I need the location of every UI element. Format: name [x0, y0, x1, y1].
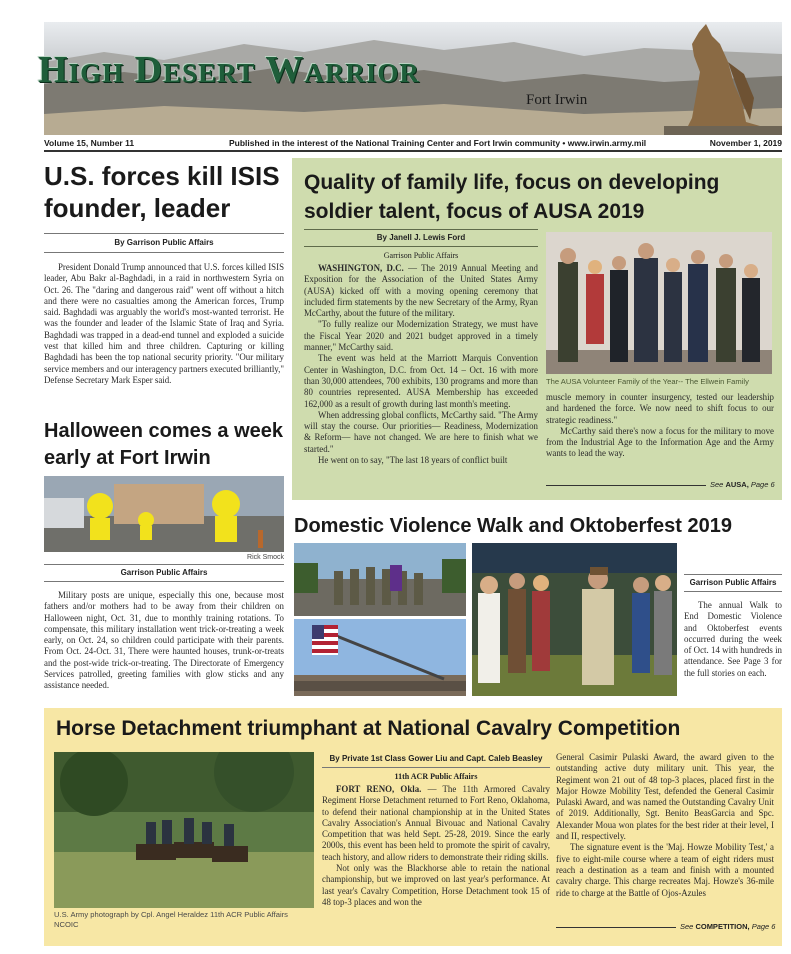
isis-paragraph: President Donald Trump announced that U.S. forces killed ISIS leader, Abu Bakr al-Baghdadi, in a raid in northwestern Syria on Oct. 26. The "daring and dangerous raid" went off without a hitch and there were no casualties among the American forces, Trump said. Baghdadi was arguably the world's most-wanted terrorist. He was the founder and leader of the Islamic State of Iraq and Syria. Baghdadi was trapped in a dead-end tunnel and exploded a suicide vest that killed him and three children. Capturing or killing Baghdadi has been the top national security priority. "Our military service members and our interagency partners executed brilliantly," Defense Secretary Mark Esper said. [44, 262, 284, 385]
ausa-body-col2 [546, 392, 774, 460]
divider [684, 591, 782, 592]
divider [556, 927, 676, 928]
halloween-photo-credit: Rick Smock [247, 554, 284, 561]
ausa-paragraph: McCarthy said there's now a focus for the military to move from the Industrial Age to the Information Age and the Army wants to lead the way. [546, 425, 774, 459]
see-page: Page 6 [749, 922, 776, 931]
divider [44, 233, 284, 234]
halloween-byline: Garrison Public Affairs [120, 568, 208, 577]
isis-body [44, 262, 284, 386]
cavalry-photo [54, 752, 314, 908]
horse-paragraph: Not only was the Blackhorse able to retain the national championship, but we improved on last year's performance. At last year's Cavalry Competition, Horse Detachment took 15 of 48 top-3 places and won the [322, 863, 550, 907]
divider [322, 767, 550, 768]
ausa-paragraph: When addressing global conflicts, McCarthy said. "The Army will stay the course. Our priorities— Readiness, Modernization & Reform— have not changed. We are here to finish what we started." [304, 409, 538, 454]
divider [546, 485, 706, 486]
see-target: COMPETITION, [695, 922, 750, 931]
ausa-byline: By Janell J. Lewis Ford [376, 233, 466, 242]
oktoberfest-photo [472, 543, 677, 696]
divider [304, 246, 538, 247]
ausa-paragraph: "To fully realize our Modernization Strategy, we must have the Fiscal Year 2020 and 2021 budget approved in a timely manner," McCarthy said. [304, 319, 538, 353]
ausa-body-col1 [304, 263, 538, 466]
halloween-paragraph: Military posts are unique, especially this one, because most fathers and/or mothers had to be away from their children on Halloween night, Oct. 31, due to monthly training rotations. To compensate, this military installation went trick-or-treating a week early, on Oct. 24, so children could participate with their parents. From Oct. 24-Oct. 31, There were haunted houses, trunk-or-treats and the post-wide trick-or-treating. The Directorate of Emergency Services patrolled, greeting families with glow sticks and any assistance needed. [44, 590, 284, 691]
ausa-headline: Quality of family life, focus on developing soldier talent, focus of AUSA 2019 [304, 171, 720, 223]
ausa-continued-link[interactable] [710, 480, 775, 489]
issue-date: November 1, 2019 [709, 138, 782, 148]
info-bar [44, 137, 782, 151]
ausa-byline-org: Garrison Public Affairs [383, 251, 459, 260]
masthead-title: High Desert Warrior [38, 49, 420, 91]
horse-body-col2 [556, 752, 774, 899]
volume-number: Volume 15, Number 11 [44, 138, 135, 148]
ausa-paragraph: He went on to say, "The last 18 years of conflict built [318, 455, 508, 466]
see-label: See [710, 480, 726, 489]
flag-photo [294, 619, 466, 696]
walk-photo [294, 543, 466, 616]
ausa-family-photo [546, 232, 772, 374]
ausa-dateline: WASHINGTON, D.C. [318, 263, 404, 273]
dv-body [684, 600, 782, 679]
horse-paragraph: — The 11th Armored Cavalry Regiment Horse Detachment returned to Fort Reno, Oklahoma, to defend their national championship at in the United States Cavalry Association's Annual Bivouac and National Cavalry Competition that was held Sept. 25-28, 2019. Since the early 2000s, this event has been held to promote the spirit of cavalry, teach history, and allow riders to demonstrate their riding skills. [322, 784, 550, 862]
divider [44, 564, 284, 565]
divider [44, 581, 284, 582]
horse-body-col1 [322, 784, 550, 908]
ausa-paragraph: muscle memory in counter insurgency, tested our leadership and hardened the force. We now need to shift focus to our strategic readiness." [546, 392, 774, 425]
see-target: AUSA, [725, 480, 749, 489]
isis-headline: U.S. forces kill ISIS founder, leader [44, 161, 280, 223]
halloween-headline: Halloween comes a week early at Fort Irwin [44, 420, 284, 469]
dv-headline: Domestic Violence Walk and Oktoberfest 2019 [294, 515, 732, 537]
ausa-photo-caption: The AUSA Volunteer Family of the Year-- The Ellwein Family [546, 377, 749, 386]
masthead-subtitle: Fort Irwin [526, 92, 588, 108]
see-page: Page 6 [748, 480, 775, 489]
publication-note: Published in the interest of the National Training Center and Fort Irwin community • www.irwin.army.mil [229, 138, 647, 148]
halloween-body [44, 590, 284, 692]
divider [44, 150, 782, 152]
dv-byline: Garrison Public Affairs [689, 578, 777, 587]
horse-byline-org: 11th ACR Public Affairs [394, 772, 478, 781]
isis-byline: By Garrison Public Affairs [114, 238, 214, 247]
dv-paragraph: The annual Walk to End Domestic Violence and Oktoberfest events occurred during the week of Oct. 14 with hundreds in attendance. See Page 3 for the full stories on each. [684, 600, 782, 678]
horse-dateline: FORT RENO, Okla. [336, 784, 422, 794]
divider [304, 229, 538, 230]
horse-paragraph: General Casimir Pulaski Award, the award given to the outstanding active duty military unit. This year, the Regiment won 21 out of 48 top-3 places, placed first in the Major Howze Mobility Test, defended the General Casimir Pulaski Award, and was named the Outstanding Cavalry Unit of 2019. Additionally, Sgt. Benito BeasGarcia and Spc. Alexander Moua won plates for the best rider at their level, I and II, respectively. [556, 752, 774, 842]
horse-paragraph: The signature event is the 'Maj. Howze Mobility Test,' a five to eight-mile course where a team of eight riders must reach a destination as a team and finish with a mounted cavalry charge. This charge recreates Maj. Howze's 36-mile ride to charge at the Battle of Ojos-Azules [556, 842, 774, 898]
cavalry-photo-caption: U.S. Army photograph by Cpl. Angel Heraldez 11th ACR Public Affairs NCOIC [54, 910, 288, 929]
ausa-paragraph: The event was held at the Marriott Marquis Convention Center in Washington, D.C. from Oct. 14 – Oct. 16 with more than 30,000 attendees, 700 exhibits, 130 programs and more than 80 countries represented. AUSA Membership has exceeded 162,000 as a result of growth during last month's meeting. [304, 353, 538, 409]
divider [684, 574, 782, 575]
halloween-photo [44, 476, 284, 552]
horse-byline: By Private 1st Class Gower Liu and Capt. Caleb Beasley [329, 754, 543, 763]
horse-headline: Horse Detachment triumphant at National Cavalry Competition [56, 717, 681, 740]
see-label: See [680, 922, 696, 931]
divider [44, 252, 284, 253]
horse-continued-link[interactable] [680, 922, 775, 931]
ausa-paragraph: — The 2019 Annual Meeting and Exposition for the Association of the United States Army (AUSA) kicked off with a moving opening ceremony that included firm statements by the new Secretary of the Army, Ryan McCarthy, about the future of the military. [304, 263, 538, 319]
